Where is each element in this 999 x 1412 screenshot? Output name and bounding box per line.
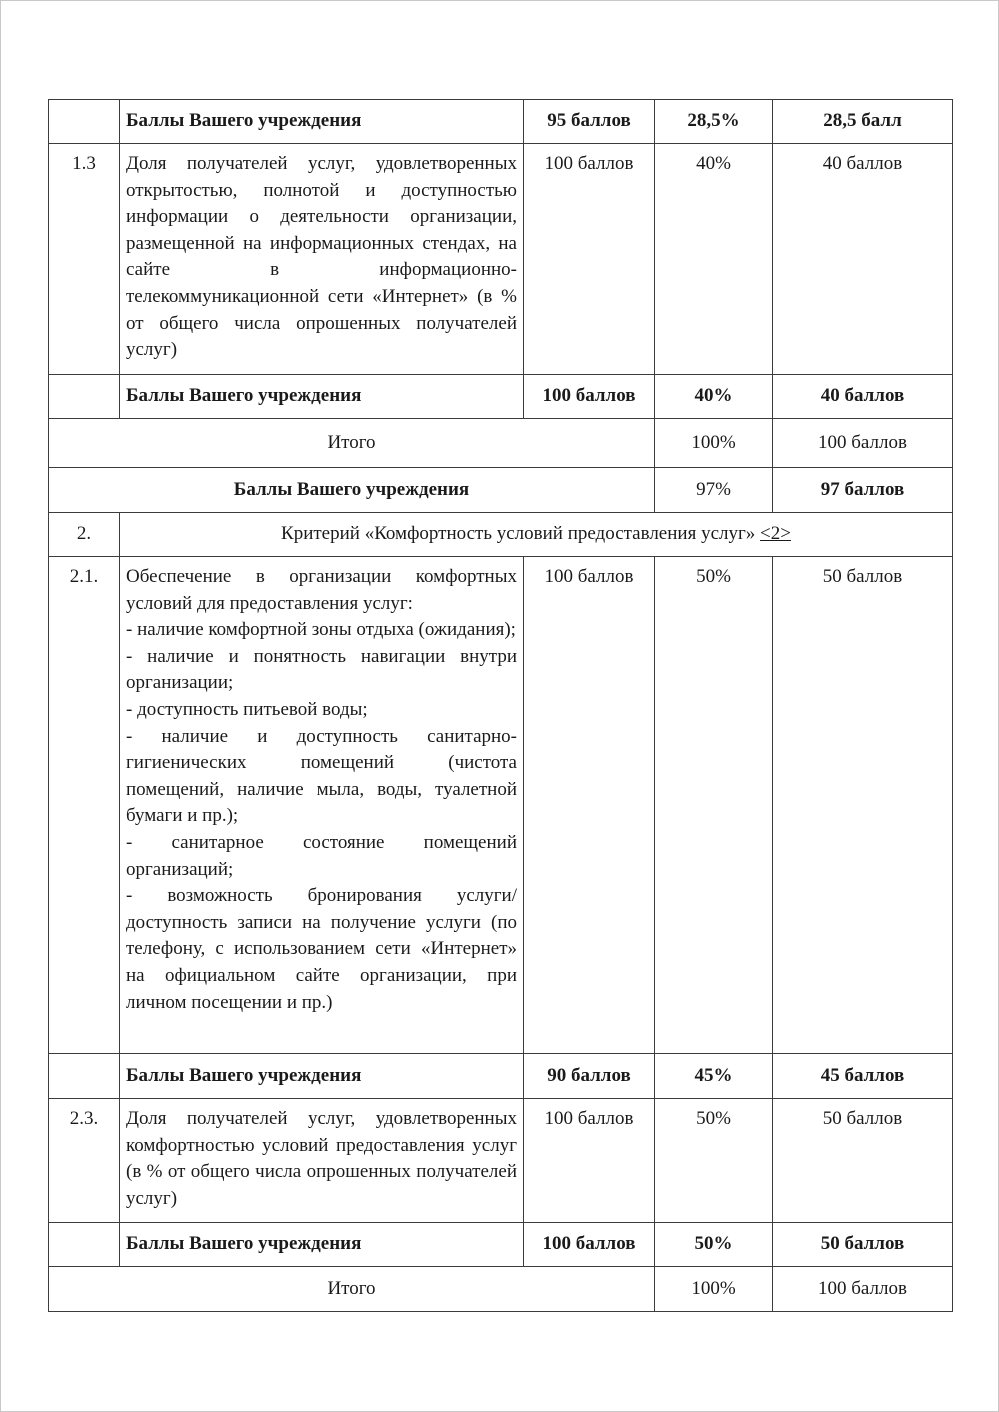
share-cell: 100% [655,419,773,468]
points-cell: 100 баллов [773,419,953,468]
footnote-link[interactable]: <2> [760,523,791,545]
score-label: Баллы Вашего учреждения [120,1054,524,1099]
points-cell: 28,5 балл [773,100,953,144]
table-row-total [49,419,953,468]
final-score-label: Баллы Вашего учреждения [49,468,655,513]
row-number-cell [49,375,120,419]
table-row-score [49,100,953,144]
score-label: Баллы Вашего учреждения [120,100,524,144]
share-cell: 100% [655,1267,773,1312]
indicator-description [120,144,524,375]
row-number-cell: 2.3. [49,1099,120,1223]
share-cell: 50% [655,1223,773,1267]
row-number-cell: 2. [49,513,120,557]
indicator-description [120,1099,524,1223]
total-label: Итого [49,419,655,468]
row-number-cell [49,100,120,144]
share-cell: 40% [655,375,773,419]
criterion-text: Критерий «Комфортность условий предоставления услуг» [281,523,761,545]
row-number-cell: 2.1. [49,557,120,1054]
max-points-cell: 100 баллов [524,557,655,1054]
table-row-indicator [49,144,953,375]
table-row-criterion [49,513,953,557]
share-cell: 50% [655,557,773,1054]
table-row-score [49,1054,953,1099]
row-number-cell [49,1223,120,1267]
max-points-cell: 95 баллов [524,100,655,144]
score-label: Баллы Вашего учреждения [120,1223,524,1267]
row-number-cell: 1.3 [49,144,120,375]
description-line: Обеспечение в организации комфортных условий для предоставления услуг: [126,566,517,614]
share-cell: 97% [655,468,773,513]
points-cell: 97 баллов [773,468,953,513]
description-line: - наличие и понятность навигации внутри организации; [126,645,517,694]
description-line: - наличие и доступность санитарно-гигиенических помещений (чистота помещений, наличие мыла, воды, туалетной бумаги и пр.); [126,725,517,827]
max-points-cell: 100 баллов [524,144,655,375]
max-points-cell: 100 баллов [524,375,655,419]
max-points-cell: 90 баллов [524,1054,655,1099]
table-row-score [49,375,953,419]
table-row-total [49,1267,953,1312]
total-label: Итого [49,1267,655,1312]
description-line: Доля получателей услуг, удовлетворенных комфортностью условий предоставления услуг (в % от общего числа опрошенных получателей услуг) [126,1108,517,1209]
points-cell: 40 баллов [773,144,953,375]
description-line: - возможность бронирования услуги/доступность записи на получение услуги (по телефону, с использованием сети «Интернет» на официальном сайте организации, при личном посещении и пр.) [126,885,517,1013]
share-cell: 45% [655,1054,773,1099]
points-cell: 40 баллов [773,375,953,419]
description-line: - санитарное состояние помещений организаций; [126,831,517,880]
share-cell: 28,5% [655,100,773,144]
indicator-description [120,557,524,1054]
criterion-title [120,513,953,557]
share-cell: 40% [655,144,773,375]
points-cell: 50 баллов [773,1223,953,1267]
row-number-cell [49,1054,120,1099]
table-body [49,100,953,1312]
description-line: Доля получателей услуг, удовлетворенных открытостью, полнотой и доступностью информации о деятельности организации, размещенной на информационных стендах, на сайте в информационно-телекоммуникационной сети «Интернет» (в % от общего числа опрошенных получателей услуг) [126,153,517,361]
table-row-indicator [49,557,953,1054]
points-cell: 50 баллов [773,1099,953,1223]
table-row-score [49,1223,953,1267]
description-line: - наличие комфортной зоны отдыха (ожидания); [126,619,516,641]
evaluation-table [48,99,953,1312]
points-cell: 45 баллов [773,1054,953,1099]
points-cell: 100 баллов [773,1267,953,1312]
max-points-cell: 100 баллов [524,1223,655,1267]
max-points-cell: 100 баллов [524,1099,655,1223]
table-row-final [49,468,953,513]
description-line: - доступность питьевой воды; [126,698,368,720]
share-cell: 50% [655,1099,773,1223]
points-cell: 50 баллов [773,557,953,1054]
score-label: Баллы Вашего учреждения [120,375,524,419]
table-row-indicator [49,1099,953,1223]
